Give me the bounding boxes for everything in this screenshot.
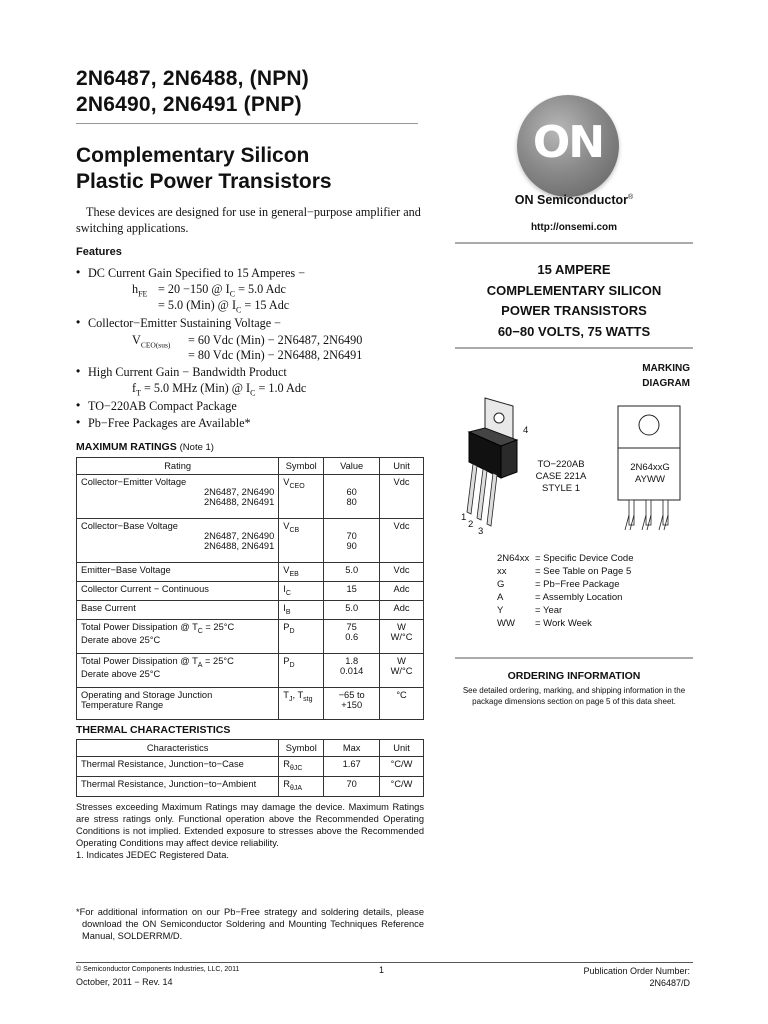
col-header: Max: [324, 740, 380, 757]
symbol-cell: $P_D$: [279, 654, 324, 688]
feature-2b: = 80 Vdc (Min) − 2N6488, 2N6491: [188, 348, 363, 362]
table-header-row: [77, 458, 424, 475]
unit-cell: °C/W: [380, 757, 424, 777]
feature-1a: = 20 −150 @ $I_C = 5.0$ Adc: [158, 282, 286, 299]
divider: [455, 242, 693, 244]
max-cell: 70: [324, 777, 380, 797]
unit-cell: Adc: [380, 582, 424, 601]
intro-text: These devices are designed for use in general−purpose amplifier and switching applications.: [76, 205, 421, 235]
rating-cell: Operating and Storage Junction Temperature Range: [77, 688, 279, 720]
unit-cell: Vdc: [380, 519, 424, 563]
on-semiconductor-logo: ON: [517, 95, 619, 197]
col-header: Unit: [380, 458, 424, 475]
device-summary: 15 AMPERE COMPLEMENTARY SILICON POWER TRANSISTORS 60−80 VOLTS, 75 WATTS: [486, 262, 662, 339]
thermal-table: [76, 739, 424, 797]
pin-3-label: 3: [478, 526, 484, 537]
publication-label: Publication Order Number:: [583, 966, 690, 976]
table-row: [77, 582, 424, 601]
legend-item: WW = Work Week: [497, 618, 592, 629]
divider: [455, 657, 693, 659]
table-row: [77, 620, 424, 654]
legend-item: 2N64xx = Specific Device Code: [497, 553, 634, 564]
marking-code-label: 2N64xxG AYWW: [630, 462, 670, 485]
unit-cell: Vdc: [380, 475, 424, 519]
char-cell: Thermal Resistance, Junction−to−Case: [77, 757, 279, 777]
rating-cell: Collector−Emitter Voltage 2N6487, 2N6490 2N6488, 2N6491: [77, 475, 279, 519]
rating-cell: Base Current: [77, 601, 279, 620]
footer-divider: [76, 962, 693, 963]
rating-cell: Collector−Base Voltage 2N6487, 2N6490 2N6488, 2N6491: [77, 519, 279, 563]
package-label: TO−220AB CASE 221A STYLE 1: [535, 459, 587, 494]
table-row: [77, 757, 424, 777]
thermal-heading: THERMAL CHARACTERISTICS: [76, 724, 231, 736]
symbol-cell: $T_J$, $T_{stg}$: [279, 688, 324, 720]
subtitle-line-1: Complementary Silicon: [76, 144, 310, 167]
bullet: •: [76, 398, 81, 412]
unit-cell: Vdc: [380, 563, 424, 582]
symbol-cell: $V_{EB}$: [279, 563, 324, 582]
revision-date: October, 2011 − Rev. 14: [76, 977, 173, 987]
col-header: Value: [324, 458, 380, 475]
table-row: [77, 601, 424, 620]
feature-1: DC Current Gain Specified to 15 Amperes −: [88, 266, 306, 280]
feature-3a: $f_T = 5.0$ MHz (Min) @ $I_C = 1.0$ Adc: [132, 381, 307, 398]
value-cell: −65 to +150: [324, 688, 380, 720]
rating-cell: Total Power Dissipation @ $T_A = 25^\circ C$ Derate above 25°C: [77, 654, 279, 688]
unit-cell: °C/W: [380, 777, 424, 797]
table-header-row: [77, 740, 424, 757]
value-cell: 15: [324, 582, 380, 601]
to220-package-icon: [455, 390, 535, 540]
feature-5: Pb−Free Packages are Available*: [88, 416, 251, 430]
value-cell: 1.8 0.014: [324, 654, 380, 688]
bullet: •: [76, 415, 81, 429]
value-cell: 5.0: [324, 601, 380, 620]
pin-4-label: 4: [523, 425, 529, 436]
divider: [455, 347, 693, 349]
company-url-link[interactable]: http://onsemi.com: [530, 222, 618, 233]
feature-4: TO−220AB Compact Package: [88, 399, 237, 413]
title-line-1: 2N6487, 2N6488, (NPN): [76, 67, 309, 90]
title-divider: [76, 123, 418, 124]
unit-cell: °C: [380, 688, 424, 720]
company-name: ON Semiconductor®: [514, 193, 634, 207]
value-cell: 75 0.6: [324, 620, 380, 654]
legend-item: Y = Year: [497, 605, 563, 616]
pin-2-label: 2: [468, 519, 474, 530]
title-line-2: 2N6490, 2N6491 (PNP): [76, 93, 302, 116]
feature-1-hfe-label: $h_{FE}$: [132, 282, 148, 299]
page-number: 1: [379, 965, 385, 975]
symbol-cell: $V_{CB}$: [279, 519, 324, 563]
feature-3: High Current Gain − Bandwidth Product: [88, 365, 287, 379]
feature-2: Collector−Emitter Sustaining Voltage −: [88, 316, 282, 330]
publication-number: 2N6487/D: [649, 978, 690, 988]
jedec-note: 1. Indicates JEDEC Registered Data.: [76, 850, 229, 860]
table-row: [77, 519, 424, 563]
symbol-cell: $R_{\theta JC}$: [279, 757, 324, 777]
marking-legend: [497, 552, 633, 630]
max-cell: 1.67: [324, 757, 380, 777]
table-row: [77, 563, 424, 582]
col-header: Symbol: [279, 740, 324, 757]
symbol-cell: $R_{\theta JA}$: [279, 777, 324, 797]
legend-item: A = Assembly Location: [497, 592, 623, 603]
bullet: •: [76, 315, 81, 329]
rating-cell: Collector Current − Continuous: [77, 582, 279, 601]
col-header: Symbol: [279, 458, 324, 475]
bullet: •: [76, 265, 81, 279]
table-row: [77, 777, 424, 797]
ordering-info-text: See detailed ordering, marking, and shipping information in the package dimensions section on page 5 of this data sheet.: [462, 686, 686, 706]
features-heading: Features: [76, 246, 122, 258]
feature-2a: = 60 Vdc (Min) − 2N6487, 2N6490: [188, 333, 363, 347]
bullet: •: [76, 364, 81, 378]
stress-note: Stresses exceeding Maximum Ratings may damage the device. Maximum Ratings are stress ratings only. Functional operation above the Recommended Operating Conditions is not implied. Extended exposure to stresses above the Recommended Operating Conditions may affect device reliability.: [76, 802, 424, 848]
unit-cell: Adc: [380, 601, 424, 620]
value-cell: 5.0: [324, 563, 380, 582]
rating-cell: Total Power Dissipation @ $T_C = 25^\circ C$ Derate above 25°C: [77, 620, 279, 654]
value-cell: 60 80: [324, 475, 380, 519]
legend-item: xx = See Table on Page 5: [497, 566, 632, 577]
col-header: Unit: [380, 740, 424, 757]
symbol-cell: $P_D$: [279, 620, 324, 654]
col-header: Rating: [77, 458, 279, 475]
legend-item: G = Pb−Free Package: [497, 579, 620, 590]
feature-1b: = 5.0 (Min) @ $I_C = 15$ Adc: [158, 298, 290, 315]
value-cell: 70 90: [324, 519, 380, 563]
max-ratings-heading: MAXIMUM RATINGS (Note 1): [76, 441, 214, 453]
pin-1-label: 1: [461, 512, 467, 523]
table-row: [77, 475, 424, 519]
rating-cell: Emitter−Base Voltage: [77, 563, 279, 582]
symbol-cell: $I_B$: [279, 601, 324, 620]
char-cell: Thermal Resistance, Junction−to−Ambient: [77, 777, 279, 797]
table-row: [77, 688, 424, 720]
symbol-cell: $V_{CEO}$: [279, 475, 324, 519]
copyright: © Semiconductor Components Industries, LLC, 2011: [76, 966, 240, 973]
ordering-info-heading: ORDERING INFORMATION: [507, 670, 641, 682]
unit-cell: W W/°C: [380, 654, 424, 688]
unit-cell: W W/°C: [380, 620, 424, 654]
marking-diagram-heading: MARKING DIAGRAM: [642, 363, 690, 389]
max-ratings-table: [76, 457, 424, 720]
col-header: Characteristics: [77, 740, 279, 757]
table-row: [77, 654, 424, 688]
symbol-cell: $I_C$: [279, 582, 324, 601]
subtitle-line-2: Plastic Power Transistors: [76, 170, 332, 193]
feature-2-vceo-label: $V_{CEO(sus)}$: [132, 333, 171, 350]
pbfree-note: *For additional information on our Pb−Free strategy and soldering details, please download the ON Semiconductor Soldering and Mounting Techniques Reference Manual, SOLDERRM/D.: [76, 907, 424, 941]
